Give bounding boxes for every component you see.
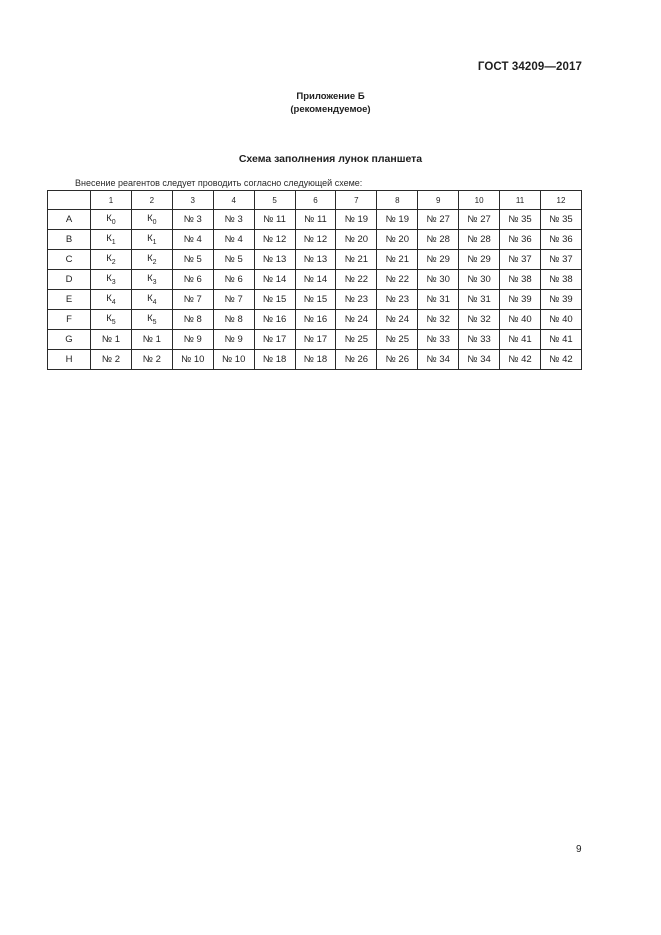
sample-cell: № 36 (500, 230, 541, 250)
sample-cell: № 15 (295, 290, 336, 310)
control-cell (91, 290, 132, 310)
table-row (48, 310, 582, 330)
sample-cell: № 22 (336, 270, 377, 290)
sample-cell: № 30 (459, 270, 500, 290)
sample-cell: № 7 (172, 290, 213, 310)
table-row (48, 250, 582, 270)
row-label: E (48, 290, 91, 310)
sample-cell: № 16 (254, 310, 295, 330)
sample-cell: № 26 (336, 350, 377, 370)
control-letter: К (147, 313, 153, 324)
header-row (48, 191, 582, 210)
sample-cell: № 2 (91, 350, 132, 370)
control-index: 4 (111, 299, 116, 306)
row-label: G (48, 330, 91, 350)
sample-cell: № 35 (540, 210, 581, 230)
sample-cell: № 18 (254, 350, 295, 370)
sample-cell: № 1 (131, 330, 172, 350)
sample-cell: № 42 (500, 350, 541, 370)
appendix-header (0, 90, 661, 116)
column-header-5: 5 (254, 191, 295, 210)
column-header-4: 4 (213, 191, 254, 210)
sample-cell: № 31 (459, 290, 500, 310)
sample-cell: № 32 (418, 310, 459, 330)
sample-cell: № 24 (336, 310, 377, 330)
sample-cell: № 36 (540, 230, 581, 250)
sample-cell: № 39 (500, 290, 541, 310)
sample-cell: № 5 (213, 250, 254, 270)
control-index: 0 (152, 219, 157, 226)
table-row (48, 270, 582, 290)
sample-cell: № 1 (91, 330, 132, 350)
sample-cell: № 9 (213, 330, 254, 350)
appendix-status: (рекомендуемое) (290, 104, 371, 115)
sample-cell: № 25 (377, 330, 418, 350)
sample-cell: № 19 (377, 210, 418, 230)
control-letter: К (106, 313, 112, 324)
sample-cell: № 41 (500, 330, 541, 350)
sample-cell: № 4 (213, 230, 254, 250)
control-letter: К (147, 233, 153, 244)
control-index: 4 (152, 299, 157, 306)
table-row (48, 330, 582, 350)
control-letter: К (147, 253, 153, 264)
control-cell (131, 290, 172, 310)
control-index: 3 (152, 279, 157, 286)
control-letter: К (147, 273, 153, 284)
sample-cell: № 31 (418, 290, 459, 310)
control-cell (91, 210, 132, 230)
sample-cell: № 15 (254, 290, 295, 310)
sample-cell: № 6 (172, 270, 213, 290)
control-letter: К (106, 253, 112, 264)
control-letter: К (106, 293, 112, 304)
sample-cell: № 7 (213, 290, 254, 310)
sample-cell: № 33 (459, 330, 500, 350)
page-number: 9 (576, 844, 582, 855)
sample-cell: № 3 (213, 210, 254, 230)
table-row (48, 290, 582, 310)
column-header-12: 12 (540, 191, 581, 210)
column-header-corner (48, 191, 91, 210)
sample-cell: № 13 (295, 250, 336, 270)
column-header-7: 7 (336, 191, 377, 210)
column-header-2: 2 (131, 191, 172, 210)
sample-cell: № 22 (377, 270, 418, 290)
sample-cell: № 34 (418, 350, 459, 370)
sample-cell: № 42 (540, 350, 581, 370)
sample-cell: № 3 (172, 210, 213, 230)
control-letter: К (106, 213, 112, 224)
control-index: 1 (152, 239, 157, 246)
row-label: B (48, 230, 91, 250)
sample-cell: № 10 (172, 350, 213, 370)
section-heading: Схема заполнения лунок планшета (238, 153, 423, 165)
plate-table-body (48, 210, 582, 370)
row-label: F (48, 310, 91, 330)
column-header-8: 8 (377, 191, 418, 210)
sample-cell: № 20 (336, 230, 377, 250)
sample-cell: № 21 (336, 250, 377, 270)
row-label: C (48, 250, 91, 270)
sample-cell: № 4 (172, 230, 213, 250)
table-row (48, 350, 582, 370)
sample-cell: № 33 (418, 330, 459, 350)
sample-cell: № 5 (172, 250, 213, 270)
sample-cell: № 38 (540, 270, 581, 290)
sample-cell: № 11 (254, 210, 295, 230)
control-letter: К (147, 213, 153, 224)
control-cell (91, 310, 132, 330)
control-cell (131, 310, 172, 330)
sample-cell: № 12 (254, 230, 295, 250)
sample-cell: № 8 (172, 310, 213, 330)
intro-text: Внесение реагентов следует проводить согласно следующей схеме: (75, 178, 363, 188)
column-header-11: 11 (500, 191, 541, 210)
sample-cell: № 27 (459, 210, 500, 230)
sample-cell: № 23 (377, 290, 418, 310)
sample-cell: № 18 (295, 350, 336, 370)
control-cell (131, 210, 172, 230)
column-header-3: 3 (172, 191, 213, 210)
control-cell (131, 230, 172, 250)
control-cell (131, 250, 172, 270)
sample-cell: № 27 (418, 210, 459, 230)
sample-cell: № 29 (418, 250, 459, 270)
control-index: 2 (152, 259, 157, 266)
sample-cell: № 41 (540, 330, 581, 350)
control-index: 0 (111, 219, 116, 226)
sample-cell: № 14 (295, 270, 336, 290)
sample-cell: № 30 (418, 270, 459, 290)
sample-cell: № 38 (500, 270, 541, 290)
sample-cell: № 17 (295, 330, 336, 350)
control-letter: К (106, 273, 112, 284)
row-label: A (48, 210, 91, 230)
column-header-10: 10 (459, 191, 500, 210)
control-cell (91, 270, 132, 290)
sample-cell: № 10 (213, 350, 254, 370)
row-label: H (48, 350, 91, 370)
sample-cell: № 35 (500, 210, 541, 230)
sample-cell: № 24 (377, 310, 418, 330)
standard-code: ГОСТ 34209—2017 (477, 61, 582, 73)
sample-cell: № 28 (418, 230, 459, 250)
sample-cell: № 29 (459, 250, 500, 270)
sample-cell: № 34 (459, 350, 500, 370)
sample-cell: № 25 (336, 330, 377, 350)
sample-cell: № 21 (377, 250, 418, 270)
column-header-6: 6 (295, 191, 336, 210)
sample-cell: № 19 (336, 210, 377, 230)
control-cell (91, 250, 132, 270)
appendix-title: Приложение Б (296, 91, 365, 102)
sample-cell: № 12 (295, 230, 336, 250)
column-header-9: 9 (418, 191, 459, 210)
plate-table-header (48, 191, 582, 210)
control-index: 1 (111, 239, 116, 246)
sample-cell: № 26 (377, 350, 418, 370)
sample-cell: № 23 (336, 290, 377, 310)
control-cell (131, 270, 172, 290)
control-letter: К (106, 233, 112, 244)
table-row (48, 210, 582, 230)
sample-cell: № 32 (459, 310, 500, 330)
sample-cell: № 9 (172, 330, 213, 350)
plate-table (47, 190, 582, 370)
control-letter: К (147, 293, 153, 304)
sample-cell: № 28 (459, 230, 500, 250)
sample-cell: № 14 (254, 270, 295, 290)
sample-cell: № 40 (500, 310, 541, 330)
sample-cell: № 20 (377, 230, 418, 250)
sample-cell: № 37 (500, 250, 541, 270)
sample-cell: № 6 (213, 270, 254, 290)
sample-cell: № 39 (540, 290, 581, 310)
sample-cell: № 16 (295, 310, 336, 330)
row-label: D (48, 270, 91, 290)
sample-cell: № 17 (254, 330, 295, 350)
sample-cell: № 8 (213, 310, 254, 330)
control-index: 5 (111, 319, 116, 326)
table-row (48, 230, 582, 250)
sample-cell: № 13 (254, 250, 295, 270)
column-header-1: 1 (91, 191, 132, 210)
control-cell (91, 230, 132, 250)
sample-cell: № 2 (131, 350, 172, 370)
sample-cell: № 40 (540, 310, 581, 330)
control-index: 3 (111, 279, 116, 286)
control-index: 2 (111, 259, 116, 266)
sample-cell: № 11 (295, 210, 336, 230)
sample-cell: № 37 (540, 250, 581, 270)
control-index: 5 (152, 319, 157, 326)
